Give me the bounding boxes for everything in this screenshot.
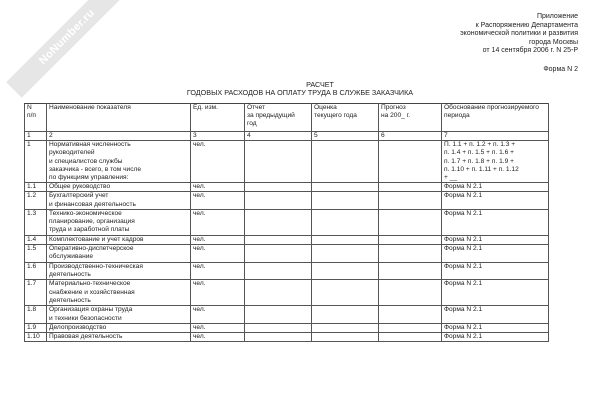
watermark: NoNumber.ru (6, 0, 128, 98)
table-row (25, 209, 549, 235)
appendix-line: к Распоряжению Департамента (475, 21, 578, 29)
table-row (25, 333, 549, 342)
row-number: 1.5 (25, 245, 47, 263)
forecast (379, 192, 442, 209)
previous-year-report (245, 141, 312, 183)
forecast-basis: Форма N 2.1 (442, 245, 549, 263)
forecast (379, 245, 442, 263)
current-year-estimate (312, 183, 379, 192)
row-number: 1.8 (25, 306, 47, 323)
current-year-estimate (312, 192, 379, 209)
forecast (379, 235, 442, 244)
forecast-basis: Форма N 2.1 (442, 306, 549, 323)
row-number: 1.2 (25, 192, 47, 209)
row-number: 1.4 (25, 235, 47, 244)
forecast-basis: Форма N 2.1 (442, 263, 549, 280)
unit: чел. (191, 323, 245, 332)
forecast-basis: Форма N 2.1 (442, 235, 549, 244)
column-number-row (25, 132, 549, 141)
forecast-basis: П. 1.1 + п. 1.2 + п. 1.3 + п. 1.4 + п. 1.5 + п. 1.6 + п. 1.7 + п. 1.8 + п. 1.9 + п. 1.10 + п. 1.11 + п. 1.12 + __ (442, 141, 549, 183)
row-number: 1.3 (25, 209, 47, 235)
previous-year-report (245, 263, 312, 280)
forecast (379, 209, 442, 235)
unit: чел. (191, 333, 245, 342)
column-header-6: Прогноз на 200_ г. (379, 104, 442, 132)
forecast-basis: Форма N 2.1 (442, 183, 549, 192)
indicator-name: Общее руководство (47, 183, 191, 192)
previous-year-report (245, 306, 312, 323)
previous-year-report (245, 209, 312, 235)
appendix-line: Приложение (536, 13, 578, 20)
row-number: 1.10 (25, 333, 47, 342)
table-header-row (25, 104, 549, 132)
column-number-5: 5 (312, 132, 379, 141)
forecast (379, 333, 442, 342)
indicator-name: Комплектование и учет кадров (47, 235, 191, 244)
unit: чел. (191, 192, 245, 209)
current-year-estimate (312, 323, 379, 332)
forecast-basis: Форма N 2.1 (442, 192, 549, 209)
forecast-basis: Форма N 2.1 (442, 333, 549, 342)
indicator-name: Технико-экономическое планирование, организация труда и заработной платы (47, 209, 191, 235)
current-year-estimate (312, 235, 379, 244)
previous-year-report (245, 245, 312, 263)
forecast-basis: Форма N 2.1 (442, 209, 549, 235)
table-row (25, 235, 549, 244)
indicator-name: Производственно-техническая деятельность (47, 263, 191, 280)
previous-year-report (245, 323, 312, 332)
table-row (25, 245, 549, 263)
row-number: 1.1 (25, 183, 47, 192)
unit: чел. (191, 235, 245, 244)
title-line-2: ГОДОВЫХ РАСХОДОВ НА ОПЛАТУ ТРУДА В СЛУЖБЕ ЗАКАЗЧИКА (186, 88, 414, 98)
forecast-basis: Форма N 2.1 (442, 323, 549, 332)
column-header-5: Оценка текущего года (312, 104, 379, 132)
table-row (25, 192, 549, 209)
column-header-3: Ед. изм. (191, 104, 245, 132)
current-year-estimate (312, 209, 379, 235)
indicator-name: Оперативно-диспетчерское обслуживание (47, 245, 191, 263)
current-year-estimate (312, 245, 379, 263)
expenses-table (24, 103, 549, 342)
previous-year-report (245, 183, 312, 192)
title-line-1: РАСЧЕТ (306, 80, 334, 89)
current-year-estimate (312, 280, 379, 306)
indicator-name: Бухгалтерский учет и финансовая деятельность (47, 192, 191, 209)
forecast (379, 280, 442, 306)
forecast (379, 183, 442, 192)
current-year-estimate (312, 141, 379, 183)
unit: чел. (191, 141, 245, 183)
column-number-2: 2 (47, 132, 191, 141)
current-year-estimate (312, 263, 379, 280)
indicator-name: Делопроизводство (47, 323, 191, 332)
indicator-name: Нормативная численность руководителей и специалистов службы заказчика - всего, в том числе по функциям управления: (47, 141, 191, 183)
column-number-4: 4 (245, 132, 312, 141)
unit: чел. (191, 280, 245, 306)
indicator-name: Организация охраны труда и техники безопасности (47, 306, 191, 323)
table-row (25, 263, 549, 280)
forecast (379, 141, 442, 183)
appendix-line: города Москвы (529, 38, 578, 46)
forecast (379, 323, 442, 332)
appendix-line: от 14 сентября 2006 г. N 25-Р (482, 47, 578, 55)
row-number: 1 (25, 141, 47, 183)
column-number-7: 7 (442, 132, 549, 141)
column-header-4: Отчет за предыдущий год (245, 104, 312, 132)
unit: чел. (191, 263, 245, 280)
column-header-7: Обоснование прогнозируемого периода (442, 104, 549, 132)
column-header-2: Наименование показателя (47, 104, 191, 132)
unit: чел. (191, 183, 245, 192)
previous-year-report (245, 280, 312, 306)
column-number-6: 6 (379, 132, 442, 141)
unit: чел. (191, 306, 245, 323)
indicator-name: Правовая деятельность (47, 333, 191, 342)
appendix-line: экономической политики и развития (460, 30, 578, 38)
unit: чел. (191, 245, 245, 263)
appendix-block (460, 13, 578, 56)
document-title (0, 81, 600, 98)
row-number: 1.9 (25, 323, 47, 332)
column-number-3: 3 (191, 132, 245, 141)
table-row (25, 306, 549, 323)
column-number-1: 1 (25, 132, 47, 141)
row-number: 1.6 (25, 263, 47, 280)
form-number: Форма N 2 (543, 66, 578, 73)
previous-year-report (245, 192, 312, 209)
forecast-basis: Форма N 2.1 (442, 280, 549, 306)
table-row (25, 183, 549, 192)
forecast (379, 306, 442, 323)
table-row (25, 280, 549, 306)
current-year-estimate (312, 333, 379, 342)
row-number: 1.7 (25, 280, 47, 306)
column-header-1: N п/п (25, 104, 47, 132)
unit: чел. (191, 209, 245, 235)
current-year-estimate (312, 306, 379, 323)
previous-year-report (245, 235, 312, 244)
previous-year-report (245, 333, 312, 342)
forecast (379, 263, 442, 280)
table-row (25, 323, 549, 332)
table-row (25, 141, 549, 183)
indicator-name: Материально-техническое снабжение и хозяйственная деятельность (47, 280, 191, 306)
